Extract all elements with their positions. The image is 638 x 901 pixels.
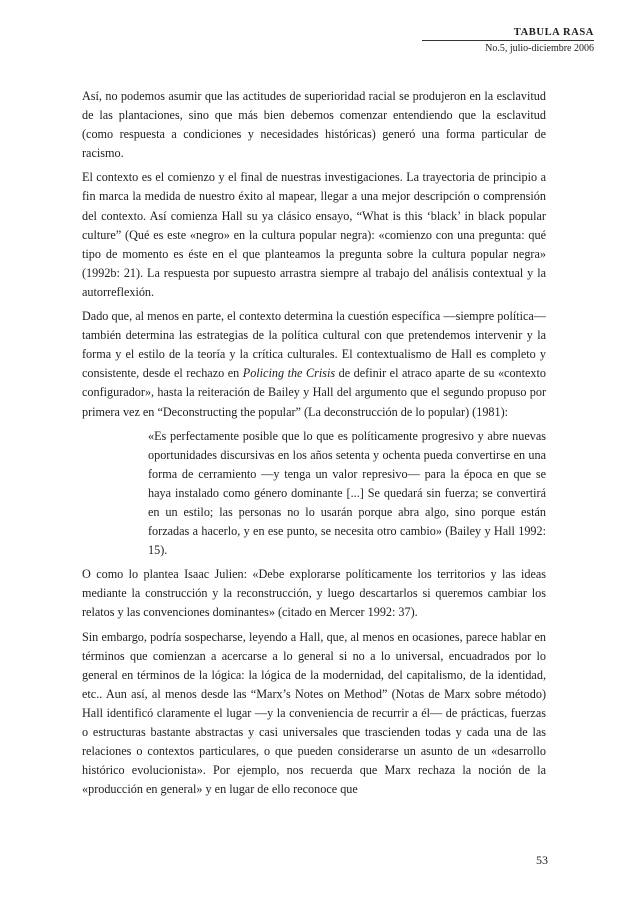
paragraph: El contexto es el comienzo y el final de nuestras investigaciones. La trayectoria de principio a fin marca la medida de nuestro éxito al mapear, llegar a una mejor descripción o comprensión del contexto. Así comienza Hall su ya clásico ensayo, “What is this ‘black’ in black popular culture” (Qué es este «negro» en la cultura popular negra): «comienzo con una pregunta: qué tipo de momento es éste en el que planteamos la pregunta sobre la cultura popular negra» (1992b: 21). La respuesta por supuesto arrastra siempre al trabajo del análisis contextual y la autorreflexión. bbox=[82, 170, 546, 299]
paragraph bbox=[82, 307, 546, 422]
paragraph: Sin embargo, podría sospecharse, leyendo a Hall, que, al menos en ocasiones, parece hablar en términos que comienzan a acercarse a lo general si no a lo universal, encuadrados por lo general en términos de la lógica: la lógica de la modernidad, del capitalismo, de la identidad, etc.. Aun así, al menos desde las “Marx’s Notes on Method” (Notas de Marx sobre método) Hall identificó claramente el lugar —y la conveniencia de recurrir a él— de prácticas, fuerzas o estructuras bastante abstractas y casi universales que trascienden todas y cada una de las relaciones o contextos particulares, o que pueden considerarse un asunto de un «desarrollo histórico evolucionista». Por ejemplo, nos recuerda que Marx rechaza la noción de la «producción en general» y en lugar de ello reconoce que bbox=[82, 629, 546, 797]
paragraph: Así, no podemos asumir que las actitudes de superioridad racial se produjeron en la esclavitud de las plantaciones, sino que más bien debemos comenzar entendiendo que la esclavitud (como respuesta a condiciones y necesidades históricas) generó una forma particular de racismo. bbox=[82, 89, 546, 161]
paragraph: O como lo plantea Isaac Julien: «Debe explorarse políticamente los territorios y las ideas mediante la construcción y la reconstrucción, y luego descartarlos si queremos cambiar los relatos y las convenciones dominantes» (citado en Mercer 1992: 37). bbox=[82, 567, 546, 620]
page-number: 53 bbox=[536, 853, 548, 867]
issue-info: No.5, julio-diciembre 2006 bbox=[485, 43, 594, 54]
article-body bbox=[82, 87, 546, 804]
running-header bbox=[422, 26, 594, 56]
paragraph-text: de definir el atraco aparte de su «contexto configurador», hasta la reiteración de Bailey y Hall del argumento que el segundo propuso por primera vez en “Deconstructing the popular” (La deconstrucción de lo popular) (1981): bbox=[82, 366, 547, 419]
block-quote: «Es perfectamente posible que lo que es políticamente progresivo y abre nuevas oportunidades discursivas en los años setenta y ochenta pueda convertirse en una forma de cerramiento —y tenga un valor represivo— para la época en que se haya instalado como género dominante [...] Se quedará sin fuerza; se convertirá en un estilo; las personas no lo usarán porque abra algo, sino porque están forzadas a hacerlo, y en ese punto, se necesita otro cambio» (Bailey y Hall 1992: 15). bbox=[148, 428, 546, 558]
book-title: Policing the Crisis bbox=[242, 366, 336, 381]
journal-title: TABULA RASA bbox=[422, 26, 594, 41]
paragraph-text: Dado que, al menos en parte, el contexto determina la cuestión específica —siempre política—también determina las estrategias de la política cultural con que pretendemos intervenir y la forma y el estilo de la teoría y la crítica culturales. El contextualismo de Hall es completo y consistente, desde el rechazo en bbox=[82, 309, 546, 381]
